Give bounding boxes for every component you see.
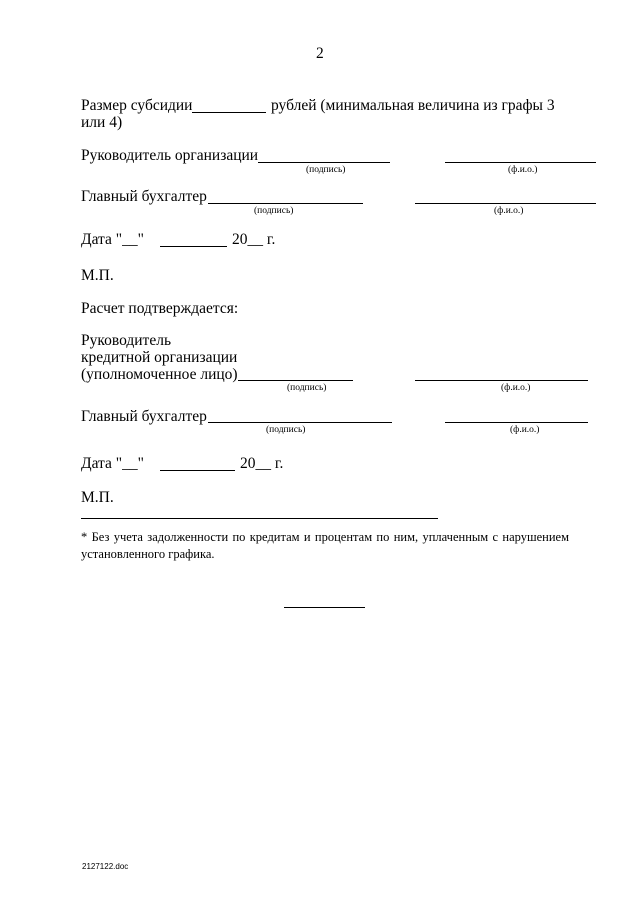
footnote-separator xyxy=(81,518,438,519)
chief-accountant-1-name-caption: (ф.и.о.) xyxy=(494,206,524,216)
chief-accountant-2-label: Главный бухгалтер xyxy=(81,408,207,425)
chief-accountant-2-name-caption: (ф.и.о.) xyxy=(510,425,540,435)
footnote-text: * Без учета задолженности по кредитам и процентам по ним, уплаченным с нарушением установленного графика. xyxy=(81,530,569,561)
date-2-label: Дата "__" xyxy=(81,455,144,472)
org-head-name-caption: (ф.и.о.) xyxy=(508,165,538,175)
chief-accountant-2-name-line xyxy=(445,422,588,423)
credit-org-head-line2: кредитной организации xyxy=(81,349,238,366)
seal-2: М.П. xyxy=(81,489,114,506)
org-head-signature-caption: (подпись) xyxy=(306,165,346,175)
credit-org-head-signature-caption: (подпись) xyxy=(287,383,327,393)
org-head-signature-line xyxy=(258,162,390,163)
credit-org-head-name-line xyxy=(415,380,588,381)
chief-accountant-1-signature-caption: (подпись) xyxy=(254,206,294,216)
document-code: 2127122.doc xyxy=(82,862,129,871)
chief-accountant-2-signature-line xyxy=(208,422,392,423)
subsidy-suffix: рублей (минимальная величина из графы 3 xyxy=(271,97,555,114)
page-number: 2 xyxy=(316,45,324,62)
seal-1: М.П. xyxy=(81,267,114,284)
date-2-month-line xyxy=(160,470,235,471)
confirmation-text: Расчет подтверждается: xyxy=(81,300,239,317)
date-1-label: Дата "__" xyxy=(81,231,144,248)
chief-accountant-1-signature-line xyxy=(208,203,363,204)
date-1-year: 20__ г. xyxy=(232,231,276,248)
credit-org-head-line1: Руководитель xyxy=(81,332,172,349)
org-head-label: Руководитель организации xyxy=(81,147,259,164)
date-1-month-line xyxy=(160,246,227,247)
date-2-year: 20__ г. xyxy=(240,455,284,472)
chief-accountant-1-label: Главный бухгалтер xyxy=(81,188,207,205)
chief-accountant-2-signature-caption: (подпись) xyxy=(266,425,306,435)
subsidy-prefix: Размер субсидии xyxy=(81,97,193,114)
chief-accountant-1-name-line xyxy=(415,203,596,204)
end-separator xyxy=(284,607,365,608)
credit-org-head-line3: (уполномоченное лицо) xyxy=(81,366,238,383)
org-head-name-line xyxy=(445,162,596,163)
subsidy-line2: или 4) xyxy=(81,114,123,131)
credit-org-head-name-caption: (ф.и.о.) xyxy=(501,383,531,393)
credit-org-head-signature-line xyxy=(238,380,353,381)
subsidy-amount-line xyxy=(192,112,266,113)
